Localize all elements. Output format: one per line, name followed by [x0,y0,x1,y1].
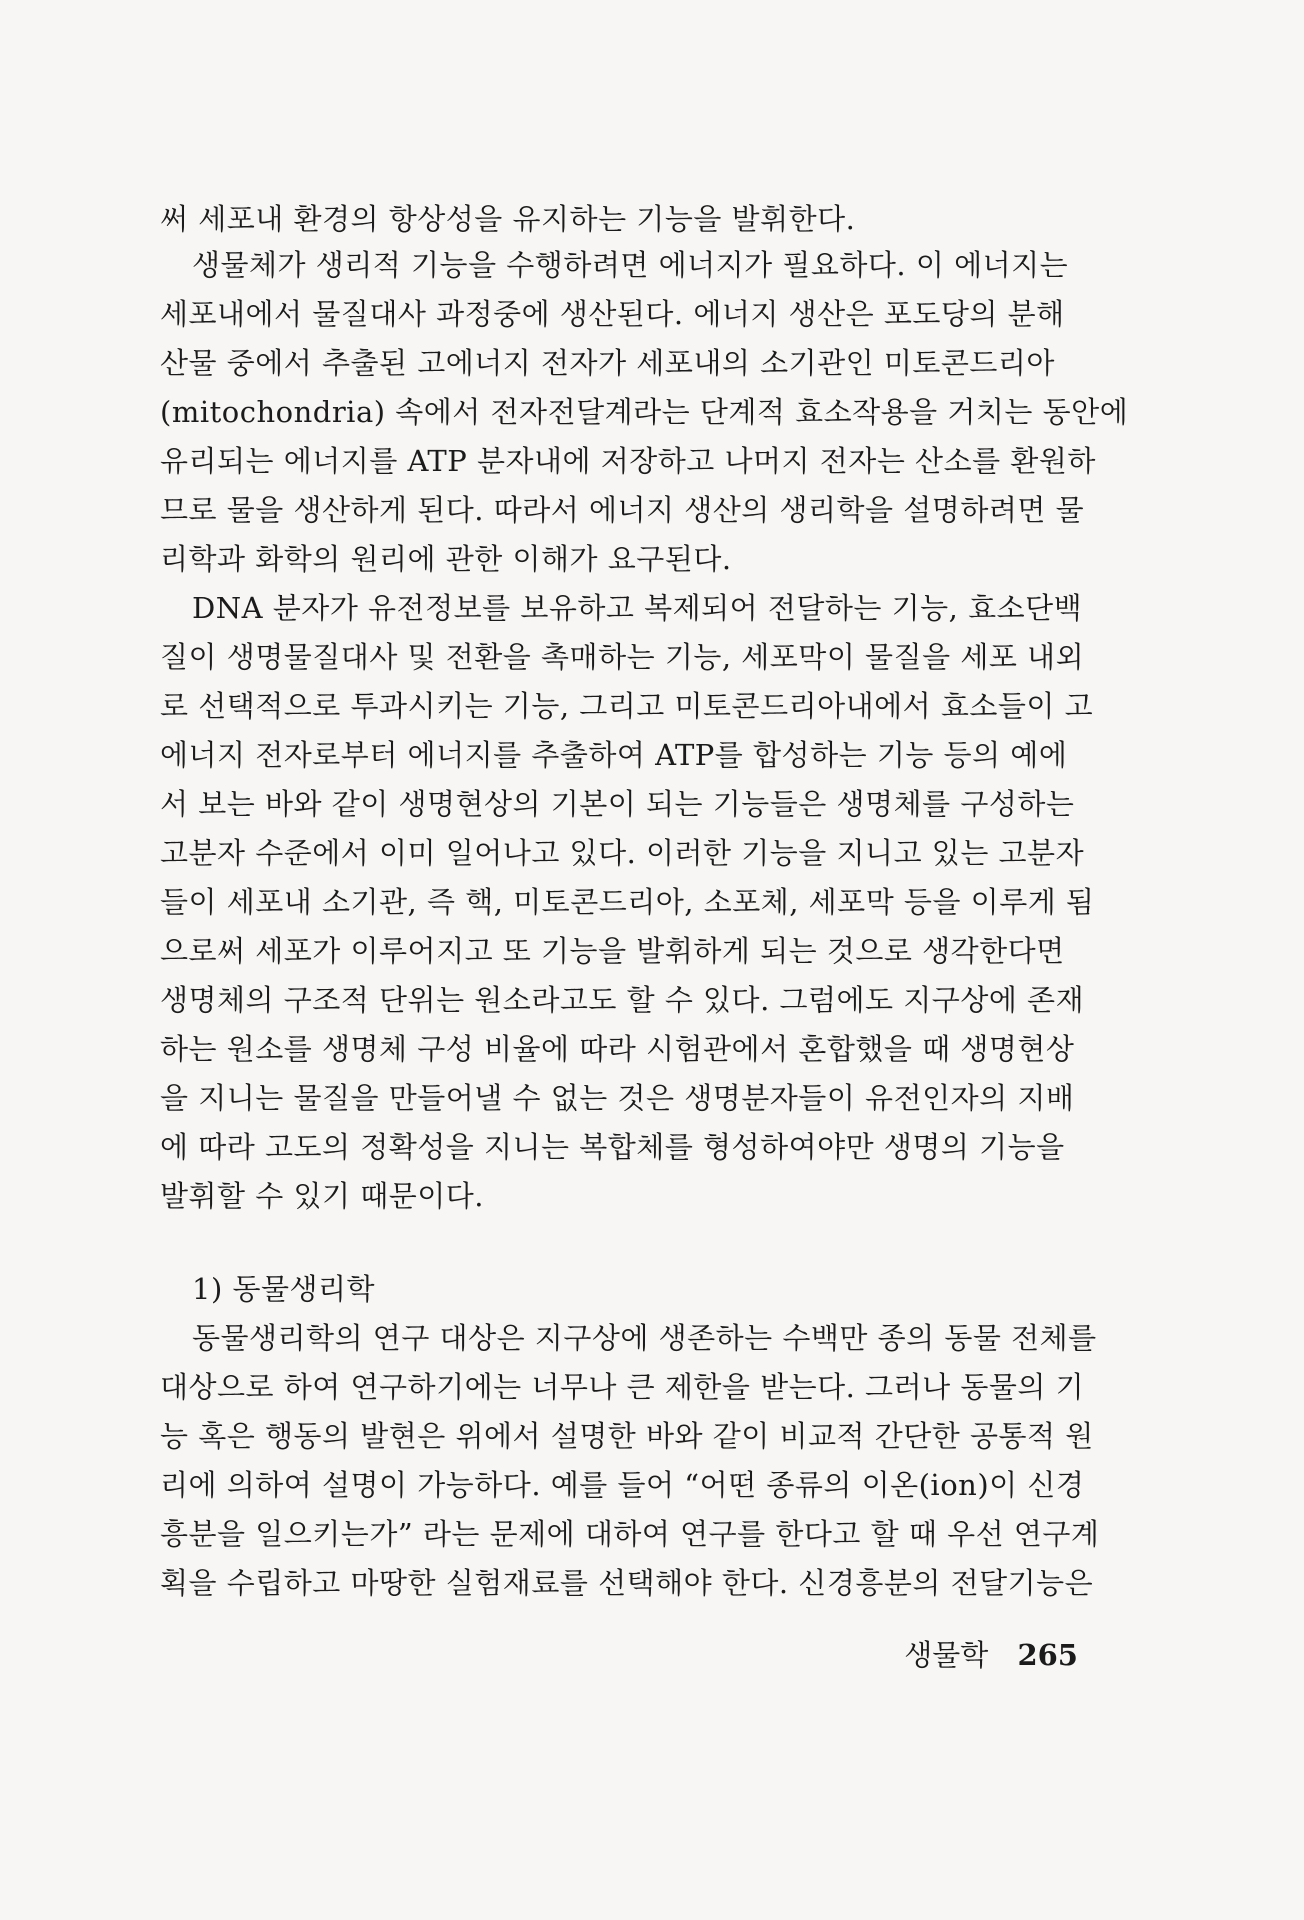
text-line: 리에 의하여 설명이 가능하다. 예를 들어 “어떤 종류의 이온(ion)이 신경 [160,1468,1085,1502]
text-line: 서 보는 바와 같이 생명현상의 기본이 되는 기능들은 생명체를 구성하는 [160,787,1075,821]
text-line: 획을 수립하고 마땅한 실험재료를 선택해야 한다. 신경흥분의 전달기능은 [160,1566,1094,1600]
text-line: 들이 세포내 소기관, 즉 핵, 미토콘드리아, 소포체, 세포막 등을 이루게 됨 [160,885,1095,919]
text-line: 고분자 수준에서 이미 일어나고 있다. 이러한 기능을 지니고 있는 고분자 [160,836,1085,870]
text-line: 유리되는 에너지를 ATP 분자내에 저장하고 나머지 전자는 산소를 환원하 [160,444,1096,478]
text-line: 질이 생명물질대사 및 전환을 촉매하는 기능, 세포막이 물질을 세포 내외 [160,640,1085,674]
text-line: 능 혹은 행동의 발현은 위에서 설명한 바와 같이 비교적 간단한 공통적 원 [160,1419,1094,1453]
text-line: 써 세포내 환경의 항상성을 유지하는 기능을 발휘한다. [160,202,856,236]
text-line: 을 지니는 물질을 만들어낼 수 없는 것은 생명분자들이 유전인자의 지배 [160,1081,1075,1115]
section-heading: 1) 동물생리학 [192,1272,376,1306]
text-line: 리학과 화학의 원리에 관한 이해가 요구된다. [160,542,732,576]
text-line: 발휘할 수 있기 때문이다. [160,1179,485,1213]
text-line: 으로써 세포가 이루어지고 또 기능을 발휘하게 되는 것으로 생각한다면 [160,934,1065,968]
text-line: 흥분을 일으키는가” 라는 문제에 대하여 연구를 한다고 할 때 우선 연구계 [160,1517,1100,1551]
text-line: 므로 물을 생산하게 된다. 따라서 에너지 생산의 생리학을 설명하려면 물 [160,493,1085,527]
page-footer [904,1636,1078,1674]
text-line: 대상으로 하여 연구하기에는 너무나 큰 제한을 받는다. 그러나 동물의 기 [160,1370,1085,1404]
text-line: DNA 분자가 유전정보를 보유하고 복제되어 전달하는 기능, 효소단백 [192,591,1083,625]
text-line: 동물생리학의 연구 대상은 지구상에 생존하는 수백만 종의 동물 전체를 [192,1321,1097,1355]
text-line: 에너지 전자로부터 에너지를 추출하여 ATP를 합성하는 기능 등의 예에 [160,738,1068,772]
page-number: 265 [1017,1638,1078,1672]
text-line: 생물체가 생리적 기능을 수행하려면 에너지가 필요하다. 이 에너지는 [192,248,1069,282]
text-line: (mitochondria) 속에서 전자전달계라는 단계적 효소작용을 거치는 동안에 [160,395,1129,429]
text-line: 로 선택적으로 투과시키는 기능, 그리고 미토콘드리아내에서 효소들이 고 [160,689,1094,723]
text-line: 생명체의 구조적 단위는 원소라고도 할 수 있다. 그럼에도 지구상에 존재 [160,983,1085,1017]
text-line: 하는 원소를 생명체 구성 비율에 따라 시험관에서 혼합했을 때 생명현상 [160,1032,1075,1066]
running-title: 생물학 [904,1638,989,1672]
text-line: 에 따라 고도의 정확성을 지니는 복합체를 형성하여야만 생명의 기능을 [160,1130,1065,1164]
text-line: 산물 중에서 추출된 고에너지 전자가 세포내의 소기관인 미토콘드리아 [160,346,1055,380]
text-line: 세포내에서 물질대사 과정중에 생산된다. 에너지 생산은 포도당의 분해 [160,297,1065,331]
